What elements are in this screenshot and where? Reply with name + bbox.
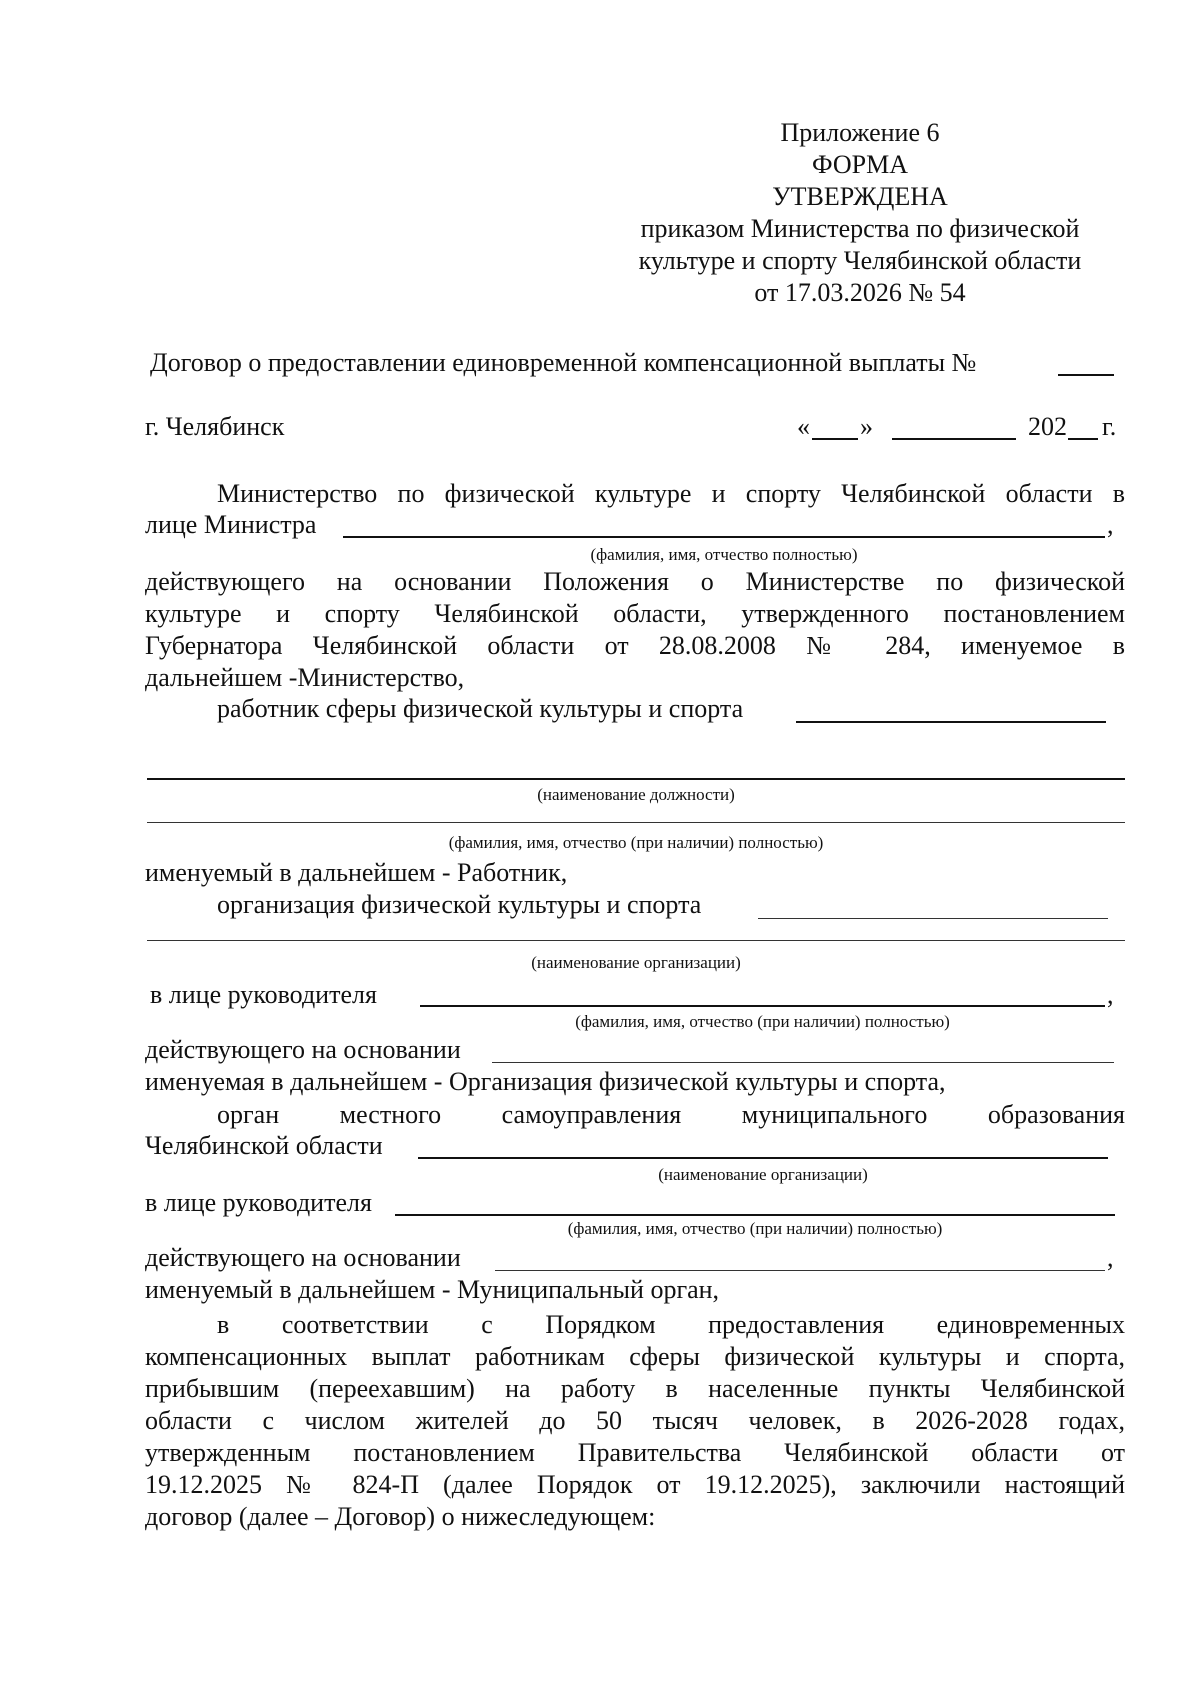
closing-line3: прибывшим (переехавшим) на работу в населенные пункты Челябинской bbox=[145, 1374, 1125, 1403]
worker-label: работник сферы физической культуры и спорта bbox=[217, 694, 744, 723]
organization-head-label: в лице руководителя bbox=[150, 980, 377, 1009]
date-open-quote: « bbox=[797, 412, 810, 441]
date-year-blank[interactable] bbox=[1068, 438, 1098, 440]
municipal-head-caption: (фамилия, имя, отчество (при наличии) полностью) bbox=[567, 1219, 943, 1238]
municipal-region-label: Челябинской области bbox=[145, 1131, 383, 1160]
municipal-head-label: в лице руководителя bbox=[145, 1188, 372, 1217]
ministry-basis-line4: дальнейшем -Министерство, bbox=[145, 663, 465, 692]
ministry-comma: , bbox=[1107, 510, 1114, 539]
worker-position-field[interactable] bbox=[147, 778, 1125, 780]
municipal-name-field[interactable] bbox=[418, 1157, 1108, 1159]
ministry-basis-line2: культуре и спорту Челябинской области, утвержденного постановлением bbox=[145, 599, 1125, 628]
minister-name-caption: (фамилия, имя, отчество полностью) bbox=[590, 545, 858, 564]
organization-name-caption: (наименование организации) bbox=[531, 953, 741, 972]
municipal-comma: , bbox=[1107, 1243, 1114, 1272]
date-close-quote: » bbox=[860, 412, 873, 441]
organization-field-line1[interactable] bbox=[758, 918, 1108, 919]
closing-line5: утвержденным постановлением Правительства Челябинской области от bbox=[145, 1438, 1125, 1467]
closing-line6: 19.12.2025 № 824-П (далее Порядок от 19.12.2025), заключили настоящий bbox=[145, 1470, 1125, 1499]
header-approved: УТВЕРЖДЕНА bbox=[772, 182, 948, 211]
municipal-name-caption: (наименование организации) bbox=[658, 1165, 868, 1184]
municipal-named: именуемый в дальнейшем - Муниципальный орган, bbox=[145, 1275, 720, 1304]
ministry-basis-line3: Губернатора Челябинской области от 28.08.2008 № 284, именуемое в bbox=[145, 631, 1125, 660]
header-order-line1: приказом Министерства по физической bbox=[640, 214, 1080, 243]
worker-named: именуемый в дальнейшем - Работник, bbox=[145, 858, 568, 887]
date-year-suffix: г. bbox=[1102, 412, 1117, 441]
organization-head-field[interactable] bbox=[420, 1005, 1105, 1007]
municipal-basis-field[interactable] bbox=[495, 1270, 1105, 1271]
organization-name-field[interactable] bbox=[147, 940, 1125, 941]
worker-name-field[interactable] bbox=[147, 822, 1125, 823]
organization-basis-label: действующего на основании bbox=[145, 1035, 461, 1064]
date-year-prefix: 202 bbox=[1028, 412, 1067, 441]
date-month-blank[interactable] bbox=[892, 438, 1016, 440]
organization-named: именуемая в дальнейшем - Организация физической культуры и спорта, bbox=[145, 1067, 946, 1096]
organization-basis-field[interactable] bbox=[492, 1062, 1114, 1063]
document-title: Договор о предоставлении единовременной компенсационной выплаты № bbox=[150, 348, 977, 377]
closing-line7: договор (далее – Договор) о нижеследующем: bbox=[145, 1502, 656, 1531]
header-order-line2: культуре и спорту Челябинской области bbox=[638, 246, 1082, 275]
closing-line1: в соответствии с Порядком предоставления единовременных bbox=[217, 1310, 1125, 1339]
place: г. Челябинск bbox=[145, 412, 285, 441]
ministry-line1: Министерство по физической культуре и спорту Челябинской области в bbox=[217, 479, 1125, 508]
municipal-head-field[interactable] bbox=[395, 1214, 1115, 1216]
ministry-minister-label: лице Министра bbox=[145, 510, 317, 539]
organization-label: организация физической культуры и спорта bbox=[217, 890, 702, 919]
minister-name-field[interactable] bbox=[343, 536, 1105, 538]
date-day-blank[interactable] bbox=[812, 438, 858, 440]
ministry-basis-line1: действующего на основании Положения о Министерстве по физической bbox=[145, 567, 1125, 596]
worker-name-caption: (фамилия, имя, отчество (при наличии) полностью) bbox=[448, 833, 824, 852]
closing-line4: области с числом жителей до 50 тысяч человек, в 2026-2028 годах, bbox=[145, 1406, 1125, 1435]
organization-comma: , bbox=[1107, 980, 1114, 1009]
municipal-basis-label: действующего на основании bbox=[145, 1243, 461, 1272]
closing-line2: компенсационных выплат работникам сферы физической культуры и спорта, bbox=[145, 1342, 1125, 1371]
header-appendix: Приложение 6 bbox=[780, 118, 940, 147]
municipal-line1: орган местного самоуправления муниципального образования bbox=[217, 1100, 1125, 1129]
organization-head-caption: (фамилия, имя, отчество (при наличии) полностью) bbox=[575, 1012, 950, 1031]
worker-field-line1[interactable] bbox=[796, 721, 1106, 723]
worker-position-caption: (наименование должности) bbox=[537, 785, 735, 804]
title-number-blank[interactable] bbox=[1058, 374, 1114, 376]
header-form: ФОРМА bbox=[812, 150, 908, 179]
header-order-date: от 17.03.2026 № 54 bbox=[754, 278, 966, 307]
